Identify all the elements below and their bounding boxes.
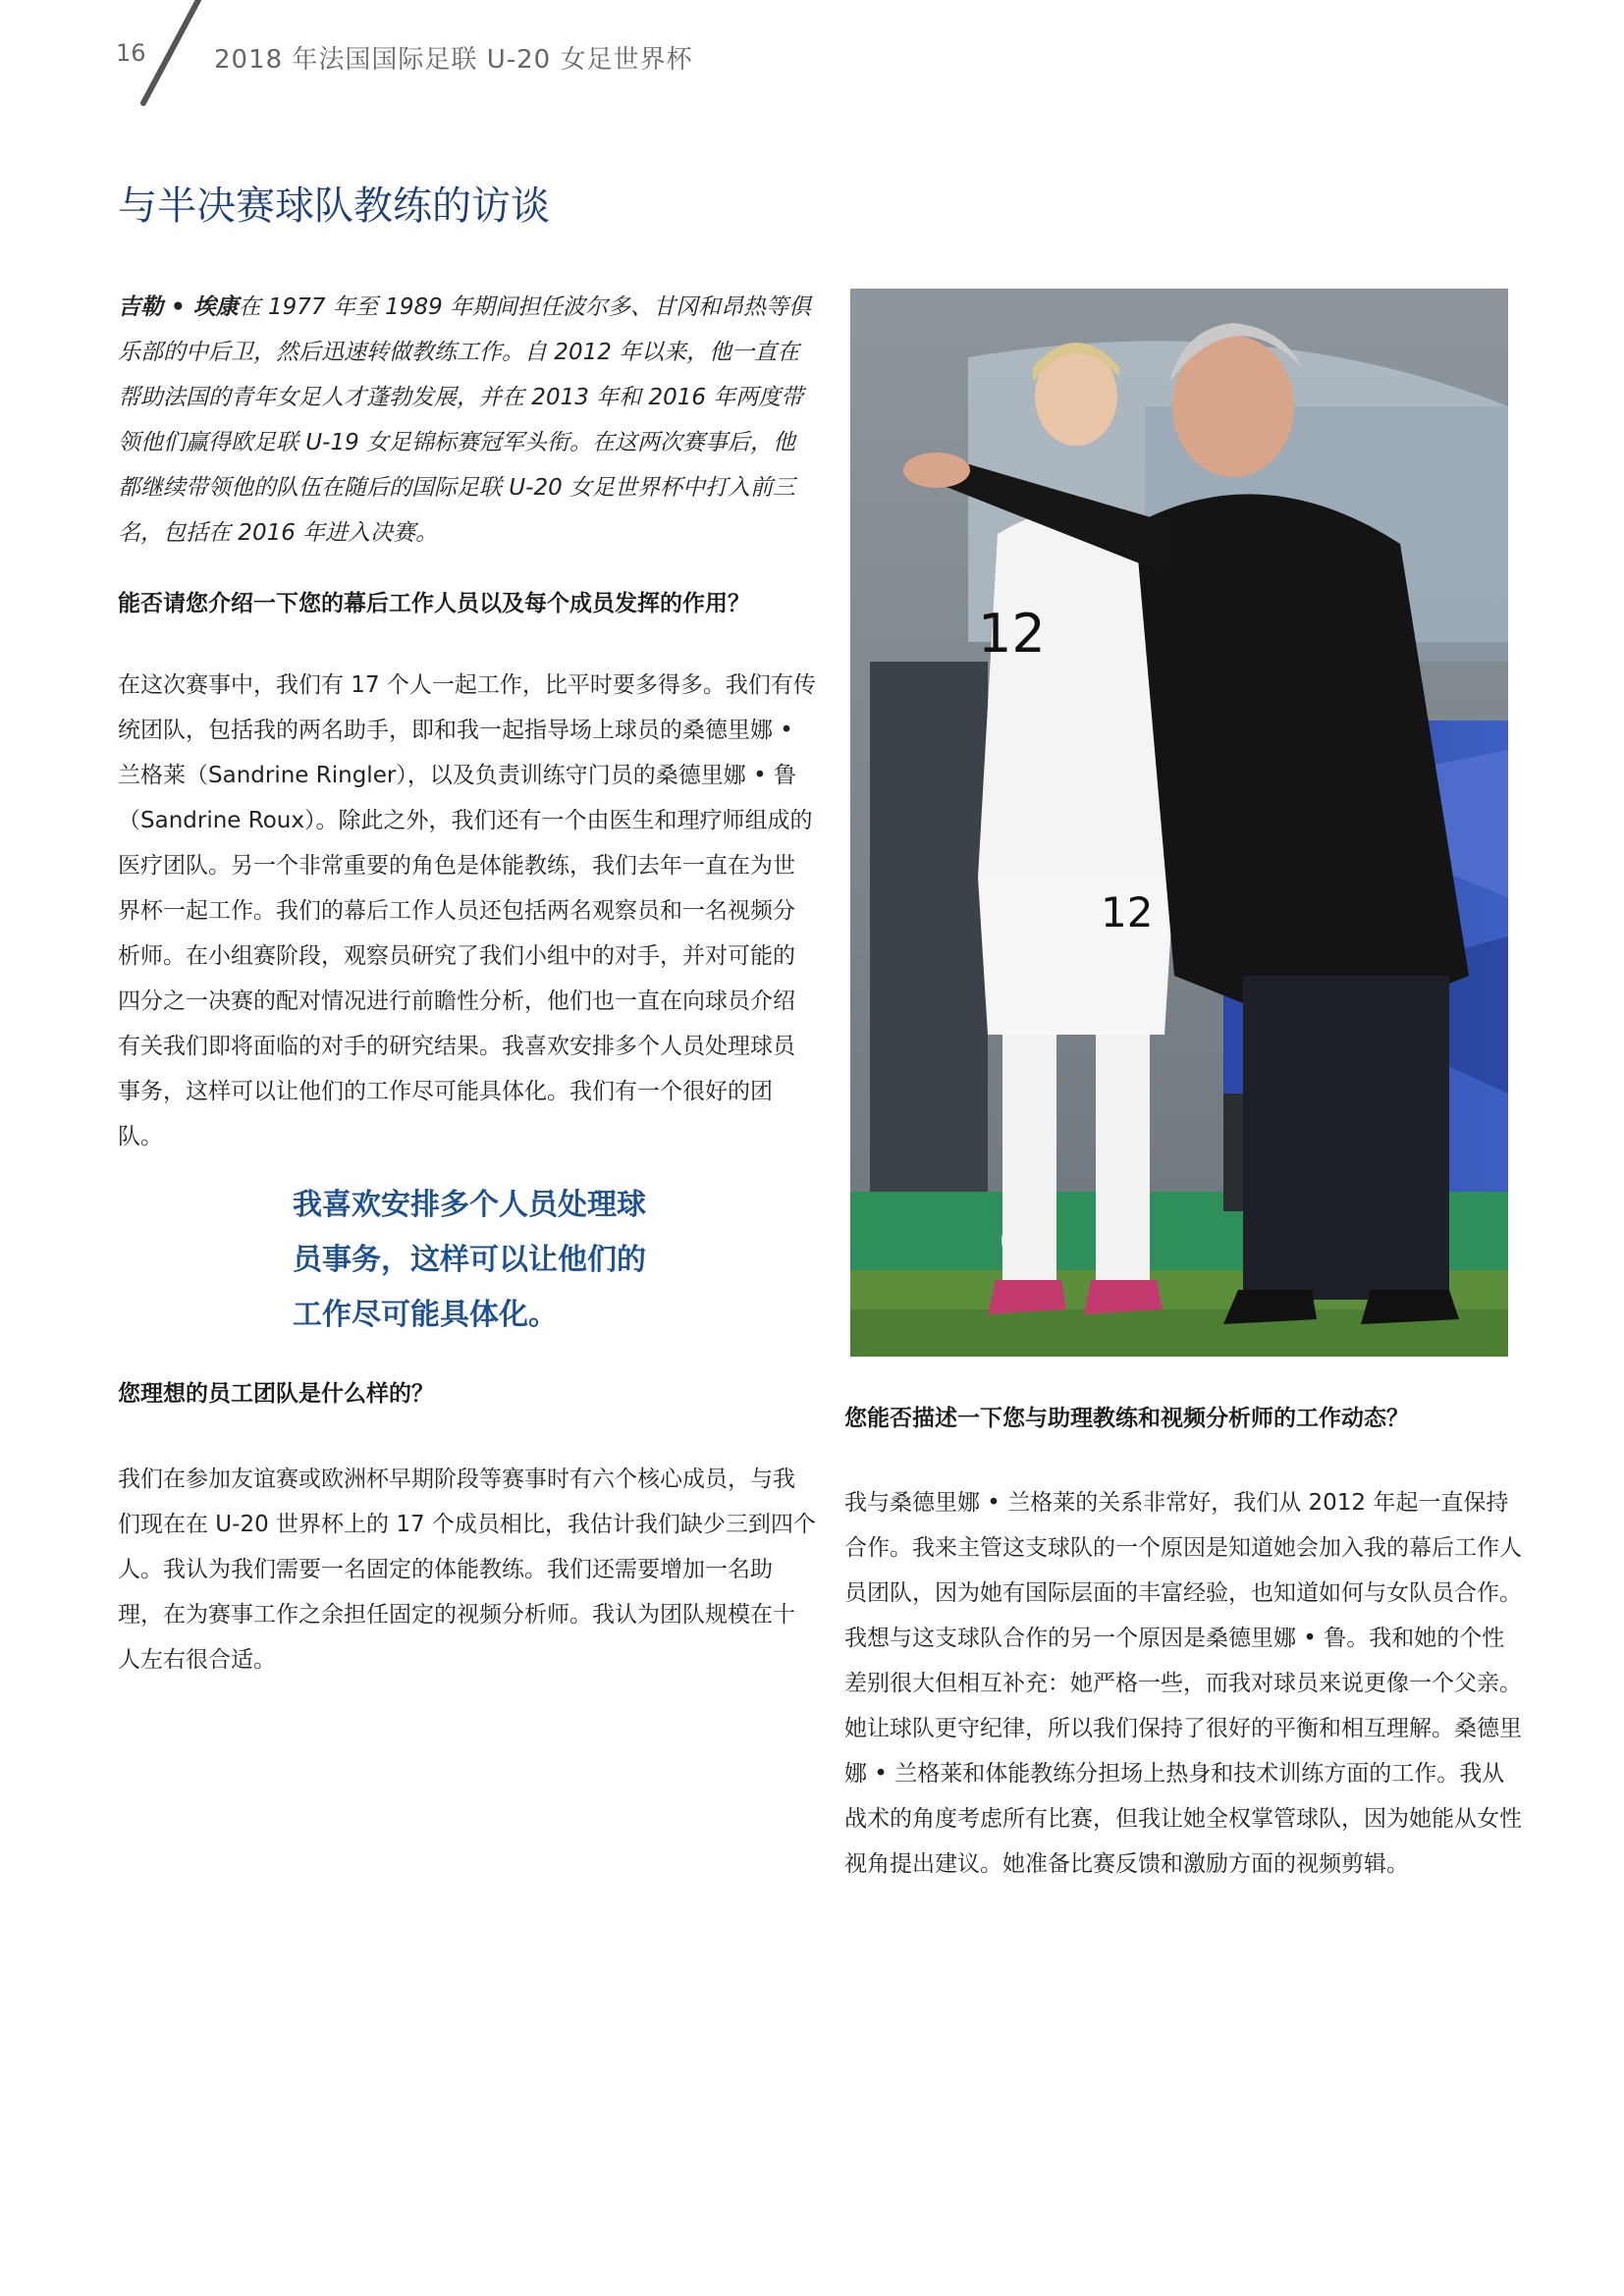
intro-name: 吉勒 • 埃康 bbox=[118, 294, 239, 320]
article-title: 与半决赛球队教练的访谈 bbox=[118, 184, 550, 229]
question-staff-roles: 能否请您介绍一下您的幕后工作人员以及每个成员发挥的作用？ bbox=[118, 591, 750, 616]
intro-text: 在 1977 年至 1989 年期间担任波尔多、甘冈和昂热等俱乐部的中后卫，然后迅速转做教练工作。自 2012 年以来，他一直在帮助法国的青年女足人才蓬勃发展，并在 2013 年和 2016 年两度带领他们赢得欧足联 U-19 女足锦标赛冠军头衔。在这两次赛事后，他都继续带领他的队伍在随后的国际足联 U-20 女足世界杯中打入前三名，包括在 2016 年进入决赛。 bbox=[118, 294, 812, 546]
photo-illustration bbox=[850, 289, 1508, 1357]
question-work-dynamics: 您能否描述一下您与助理教练和视频分析师的工作动态？ bbox=[844, 1406, 1409, 1431]
page-number: 16 bbox=[116, 39, 146, 67]
intro-paragraph bbox=[118, 285, 817, 556]
answer-work-dynamics: 我与桑德里娜 • 兰格莱的关系非常好，我们从 2012 年起一直保持合作。我来主管这支球队的一个原因是知道她会加入我的幕后工作人员团队，因为她有国际层面的丰富经验，也知道如何与女队员合作。我想与这支球队合作的另一个原因是桑德里娜 • 鲁。我和她的个性差别很大但相互补充：她严格一些，而我对球员来说更像一个父亲。她让球队更守纪律，所以我们保持了很好的平衡和相互理解。桑德里娜 • 兰格莱和体能教练分担场上热身和技术训练方面的工作。我从战术的角度考虑所有比赛，但我让她全权掌管球队，因为她能从女性视角提出建议。她准备比赛反馈和激励方面的视频剪辑。 bbox=[844, 1490, 1522, 1877]
pull-quote: 我喜欢安排多个人员处理球员事务，这样可以让他们的工作尽可能具体化。 bbox=[293, 1188, 646, 1332]
question-ideal-staff: 您理想的员工团队是什么样的？ bbox=[118, 1381, 434, 1407]
jersey-number: 12 bbox=[978, 603, 1046, 665]
running-title: 2018 年法国国际足联 U-20 女足世界杯 bbox=[214, 45, 693, 75]
shorts-number: 12 bbox=[1101, 888, 1154, 936]
coach-player-photo bbox=[850, 289, 1508, 1357]
answer-ideal-staff: 我们在参加友谊赛或欧洲杯早期阶段等赛事时有六个核心成员，与我们现在在 U-20 世界杯上的 17 个成员相比，我估计我们缺少三到四个人。我认为我们需要一名固定的体能教练。我们还需要增加一名助理，在为赛事工作之余担任固定的视频分析师。我认为团队规模在十人左右很合适。 bbox=[118, 1467, 816, 1673]
header-slash-divider bbox=[128, 0, 206, 108]
answer-staff-roles: 在这次赛事中，我们有 17 个人一起工作，比平时要多得多。我们有传统团队，包括我的两名助手，即和我一起指导场上球员的桑德里娜 • 兰格莱（Sandrine Ringler），以及负责训练守门员的桑德里娜 • 鲁（Sandrine Roux）。除此之外，我们还有一个由医生和理疗师组成的医疗团队。另一个非常重要的角色是体能教练，我们去年一直在为世界杯一起工作。我们的幕后工作人员还包括两名观察员和一名视频分析师。在小组赛阶段，观察员研究了我们小组中的对手，并对可能的四分之一决赛的配对情况进行前瞻性分析，他们也一直在向球员介绍有关我们即将面临的对手的研究结果。我喜欢安排多个人员处理球员事务，这样可以让他们的工作尽可能具体化。我们有一个很好的团队。 bbox=[118, 672, 816, 1149]
